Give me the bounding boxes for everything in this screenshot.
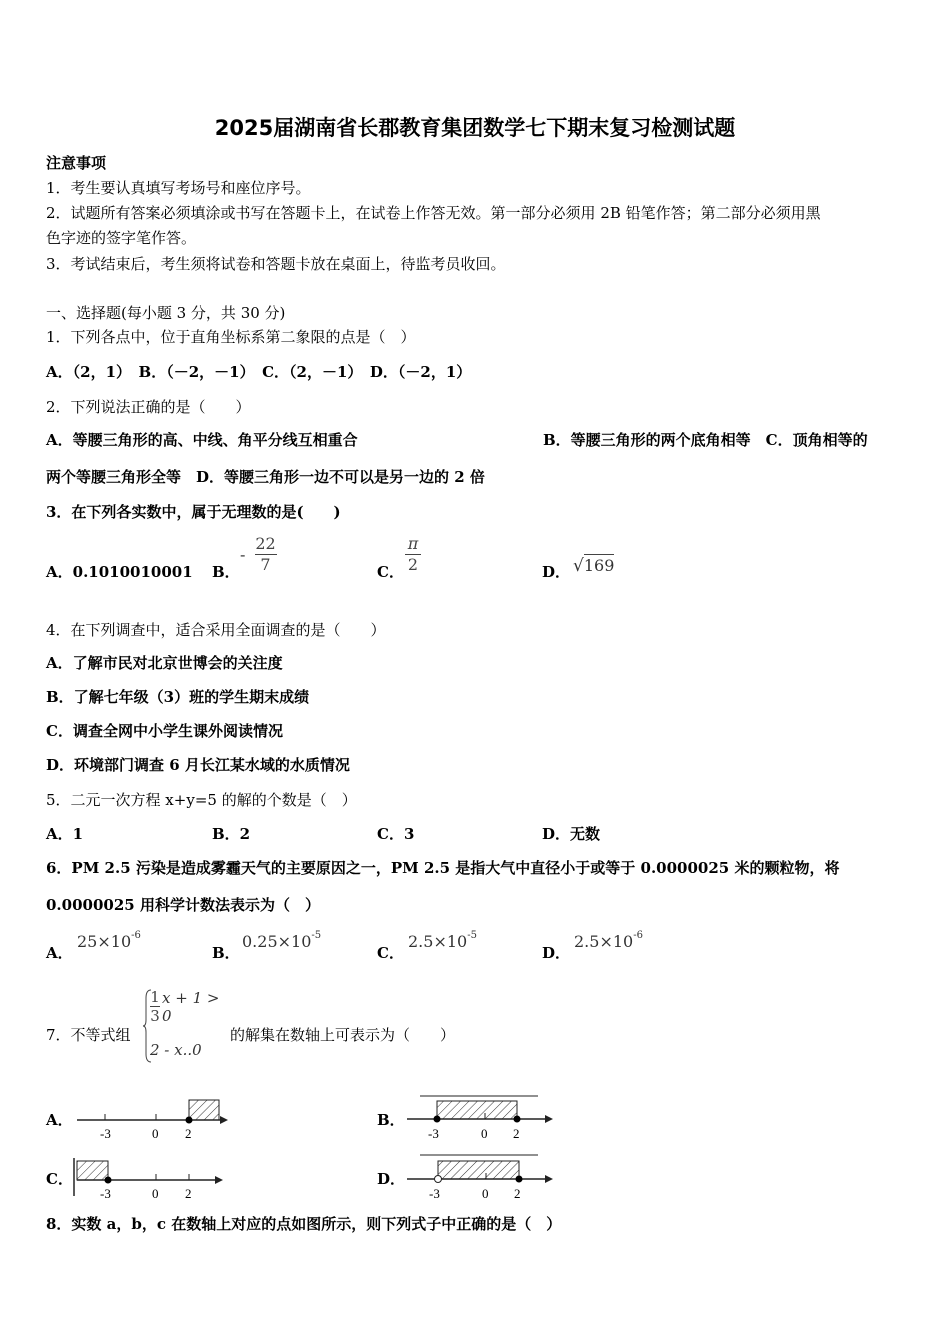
notice-item: 3．考试结束后，考生须将试卷和答题卡放在桌面上，待监考员收回。 (46, 255, 506, 273)
q3-option-b-value: - $\frac{22}{7}$ (240, 534, 276, 574)
q5-option-b: B．2 (212, 825, 251, 843)
q3-option-d-value: √169 (573, 556, 615, 576)
q6-option-d-label: D． (542, 944, 571, 962)
q3-option-b-label: B． (212, 563, 240, 581)
q6-option-d-value: $2.5\times 10^{-6}$ (574, 930, 643, 951)
q2-option-line2: 两个等腰三角形全等 D．等腰三角形一边不可以是另一边的 2 倍 (46, 468, 485, 486)
q2-option-a: A．等腰三角形的高、中线、角平分线互相重合 (46, 431, 358, 449)
tick-label: 2 (513, 1126, 520, 1141)
q4-stem: 4．在下列调查中，适合采用全面调查的是（ ） (46, 621, 386, 639)
number-line-d (407, 1155, 553, 1201)
tick-label: 2 (185, 1126, 192, 1141)
q3-option-d-label: D． (542, 563, 571, 581)
number-line-b (407, 1096, 553, 1141)
q5-option-a: A．1 (46, 825, 84, 843)
q6-option-c-value: $2.5\times 10^{-5}$ (408, 930, 477, 951)
q2-option-bc: B．等腰三角形的两个底角相等 C．顶角相等的 (543, 431, 868, 449)
tick-label: 0 (482, 1186, 489, 1201)
q5-option-d: D．无数 (542, 825, 601, 843)
tick-label: -3 (100, 1126, 111, 1141)
q7-option-a-label: A． (46, 1111, 73, 1129)
q3-stem: 3．在下列各实数中，属于无理数的是( ) (46, 503, 341, 521)
notice-item: 2．试题所有答案必须填涂或书写在答题卡上，在试卷上作答无效。第一部分必须用 2B 铅笔作答；第二部分必须用黑 (46, 204, 821, 222)
q6-option-b-label: B． (212, 944, 240, 962)
tick-label: -3 (428, 1126, 439, 1141)
q5-stem: 5．二元一次方程 x+y=5 的解的个数是（ ） (46, 791, 357, 809)
notice-item: 色字迹的签字笔作答。 (46, 229, 197, 247)
notice-item: 1．考生要认真填写考场号和座位序号。 (46, 179, 311, 197)
notice-heading: 注意事项 (46, 154, 107, 172)
q2-stem: 2．下列说法正确的是（ ） (46, 398, 251, 416)
tick-label: -3 (429, 1186, 440, 1201)
q7-option-c-label: C． (46, 1170, 73, 1188)
section-heading: 一、选择题(每小题 3 分，共 30 分) (46, 304, 286, 322)
tick-label: 0 (152, 1186, 159, 1201)
q6-option-a-label: A． (46, 944, 73, 962)
tick-label: 2 (514, 1186, 521, 1201)
page-title: 2025届湖南省长郡教育集团数学七下期末复习检测试题 (214, 116, 736, 140)
q4-option-b: B．了解七年级（3）班的学生期末成绩 (46, 688, 310, 706)
q6-option-b-value: $0.25\times 10^{-5}$ (242, 930, 322, 951)
q7-stem-post: 的解集在数轴上可表示为（ ） (230, 1026, 456, 1044)
number-line-c (74, 1158, 223, 1201)
q1-stem: 1．下列各点中，位于直角坐标系第二象限的点是（ ） (46, 328, 416, 346)
q5-option-c: C．3 (377, 825, 415, 843)
q3-option-c-value: $\frac{\pi}{2}$ (405, 534, 421, 575)
q4-option-c: C．调查全网中小学生课外阅读情况 (46, 722, 283, 740)
tick-label: 2 (185, 1186, 192, 1201)
q6-option-a-value: $25\times 10^{-6}$ (77, 930, 141, 951)
q6-stem-line1: 6．PM 2.5 污染是造成雾霾天气的主要原因之一，PM 2.5 是指大气中直径小于或等于 0.0000025 米的颗粒物，将 (46, 859, 840, 877)
q6-option-c-label: C． (377, 944, 404, 962)
q6-stem-line2: 0.0000025 用科学计数法表示为（ ） (46, 896, 320, 914)
q7-stem-pre: 7．不等式组 (46, 1026, 131, 1044)
number-line-a (77, 1100, 228, 1141)
q4-option-d: D．环境部门调查 6 月长江某水域的水质情况 (46, 756, 350, 774)
q7-option-b-label: B． (377, 1111, 405, 1129)
q8-stem: 8．实数 a，b，c 在数轴上对应的点如图所示，则下列式子中正确的是（ ） (46, 1215, 562, 1233)
tick-label: 0 (152, 1126, 159, 1141)
q7-inequality-system: $\frac{1}{3}$ x + 1 > 0 2 - x..0 (143, 988, 233, 1064)
q3-option-c-label: C． (377, 563, 404, 581)
tick-label: 0 (481, 1126, 488, 1141)
q3-option-a: A．0.1010010001 (46, 563, 193, 581)
tick-label: -3 (100, 1186, 111, 1201)
q7-option-d-label: D． (377, 1170, 406, 1188)
q1-options: A．（2，1） B．（－2，－1） C．（2，－1） D．（－2，1） (46, 363, 472, 381)
q4-option-a: A．了解市民对北京世博会的关注度 (46, 654, 283, 672)
